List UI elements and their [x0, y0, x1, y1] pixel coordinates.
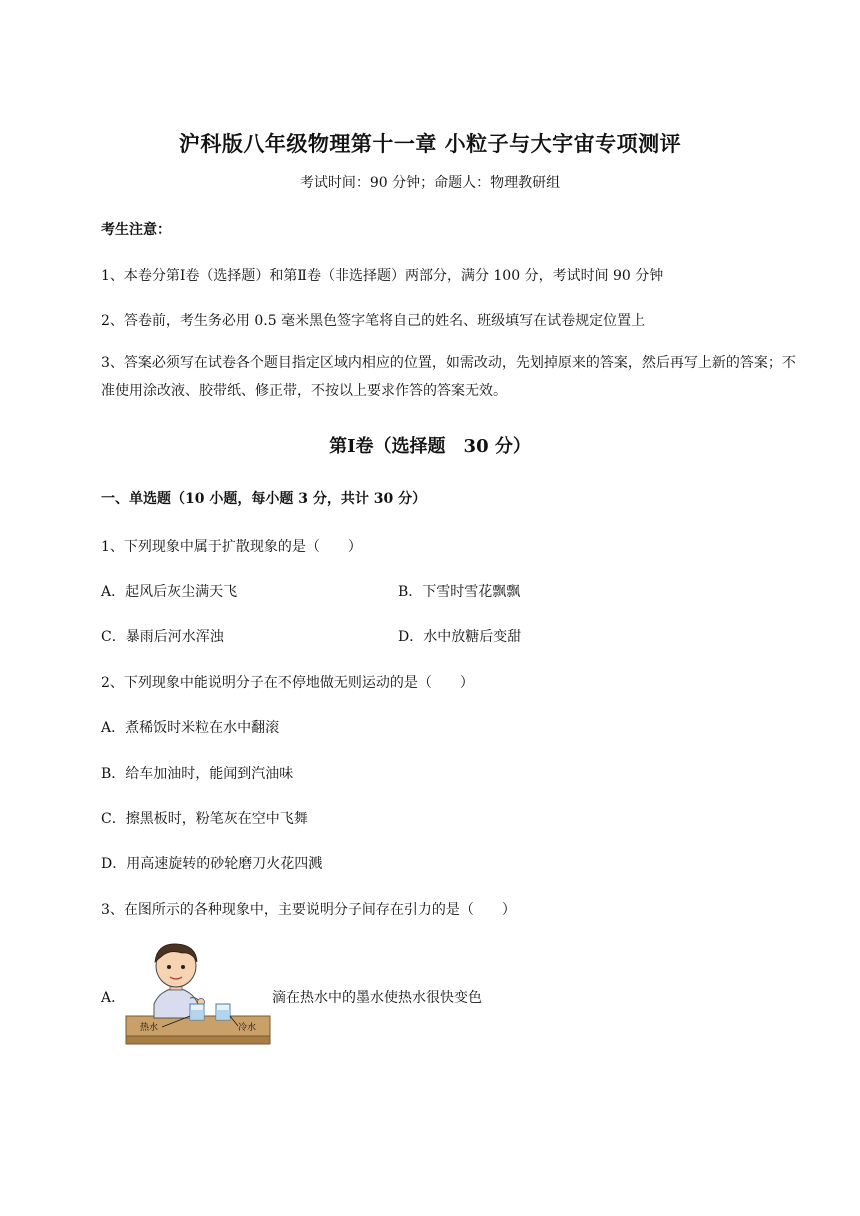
question-1-stem: 1、下列现象中属于扩散现象的是（ ）: [101, 539, 362, 555]
boy-with-beakers-illustration: [124, 940, 272, 1052]
notice-item-3: 3、答案必须写在试卷各个题目指定区域内相应的位置，如需改动，先划掉原来的答案，然后再写上新的答案；不准使用涂改液、胶带纸、修正带，不按以上要求作答的答案无效。: [101, 355, 796, 399]
page-title: 沪科版八年级物理第十一章 小粒子与大宇宙专项测评: [178, 131, 682, 156]
label-hot-water: 热水: [140, 1023, 159, 1033]
question-3-stem: 3、在图所示的各种现象中，主要说明分子间存在引力的是（ ）: [101, 902, 516, 918]
notice-item-2: 2、答卷前，考生务必用 0.5 毫米黑色签字笔将自己的姓名、班级填写在试卷规定位置上: [101, 313, 646, 329]
notice-item-1: 1、本卷分第Ⅰ卷（选择题）和第Ⅱ卷（非选择题）两部分，满分 100 分，考试时间 90 分钟: [101, 268, 664, 284]
notice-heading: 考生注意：: [101, 222, 171, 238]
question-1-option-d: D．水中放糖后变甜: [398, 629, 522, 645]
question-1-option-a: A．起风后灰尘满天飞: [101, 584, 238, 600]
label-cold-water: 冷水: [238, 1023, 257, 1033]
exam-info: 考试时间：90 分钟；命题人：物理教研组: [299, 175, 561, 191]
question-2-option-b: B．给车加油时，能闻到汽油味: [101, 766, 294, 782]
table-edge: [126, 1036, 270, 1044]
question-1-option-b: B．下雪时雪花飘飘: [398, 584, 521, 600]
section-title: 第Ⅰ卷（选择题 30 分）: [329, 436, 531, 457]
question-1-option-c: C．暴雨后河水浑浊: [101, 629, 224, 645]
question-2-option-c: C．擦黑板时，粉笔灰在空中飞舞: [101, 811, 308, 827]
question-2-stem: 2、下列现象中能说明分子在不停地做无则运动的是（ ）: [101, 675, 474, 691]
question-2-option-a: A．煮稀饭时米粒在水中翻滚: [101, 720, 280, 736]
question-3-option-a-text: 滴在热水中的墨水使热水很快变色: [272, 990, 482, 1006]
question-3-option-a-label: A．: [101, 990, 126, 1006]
question-2-option-d: D．用高速旋转的砂轮磨刀火花四溅: [101, 856, 323, 872]
part-title: 一、单选题（10 小题，每小题 3 分，共计 30 分）: [101, 491, 427, 507]
